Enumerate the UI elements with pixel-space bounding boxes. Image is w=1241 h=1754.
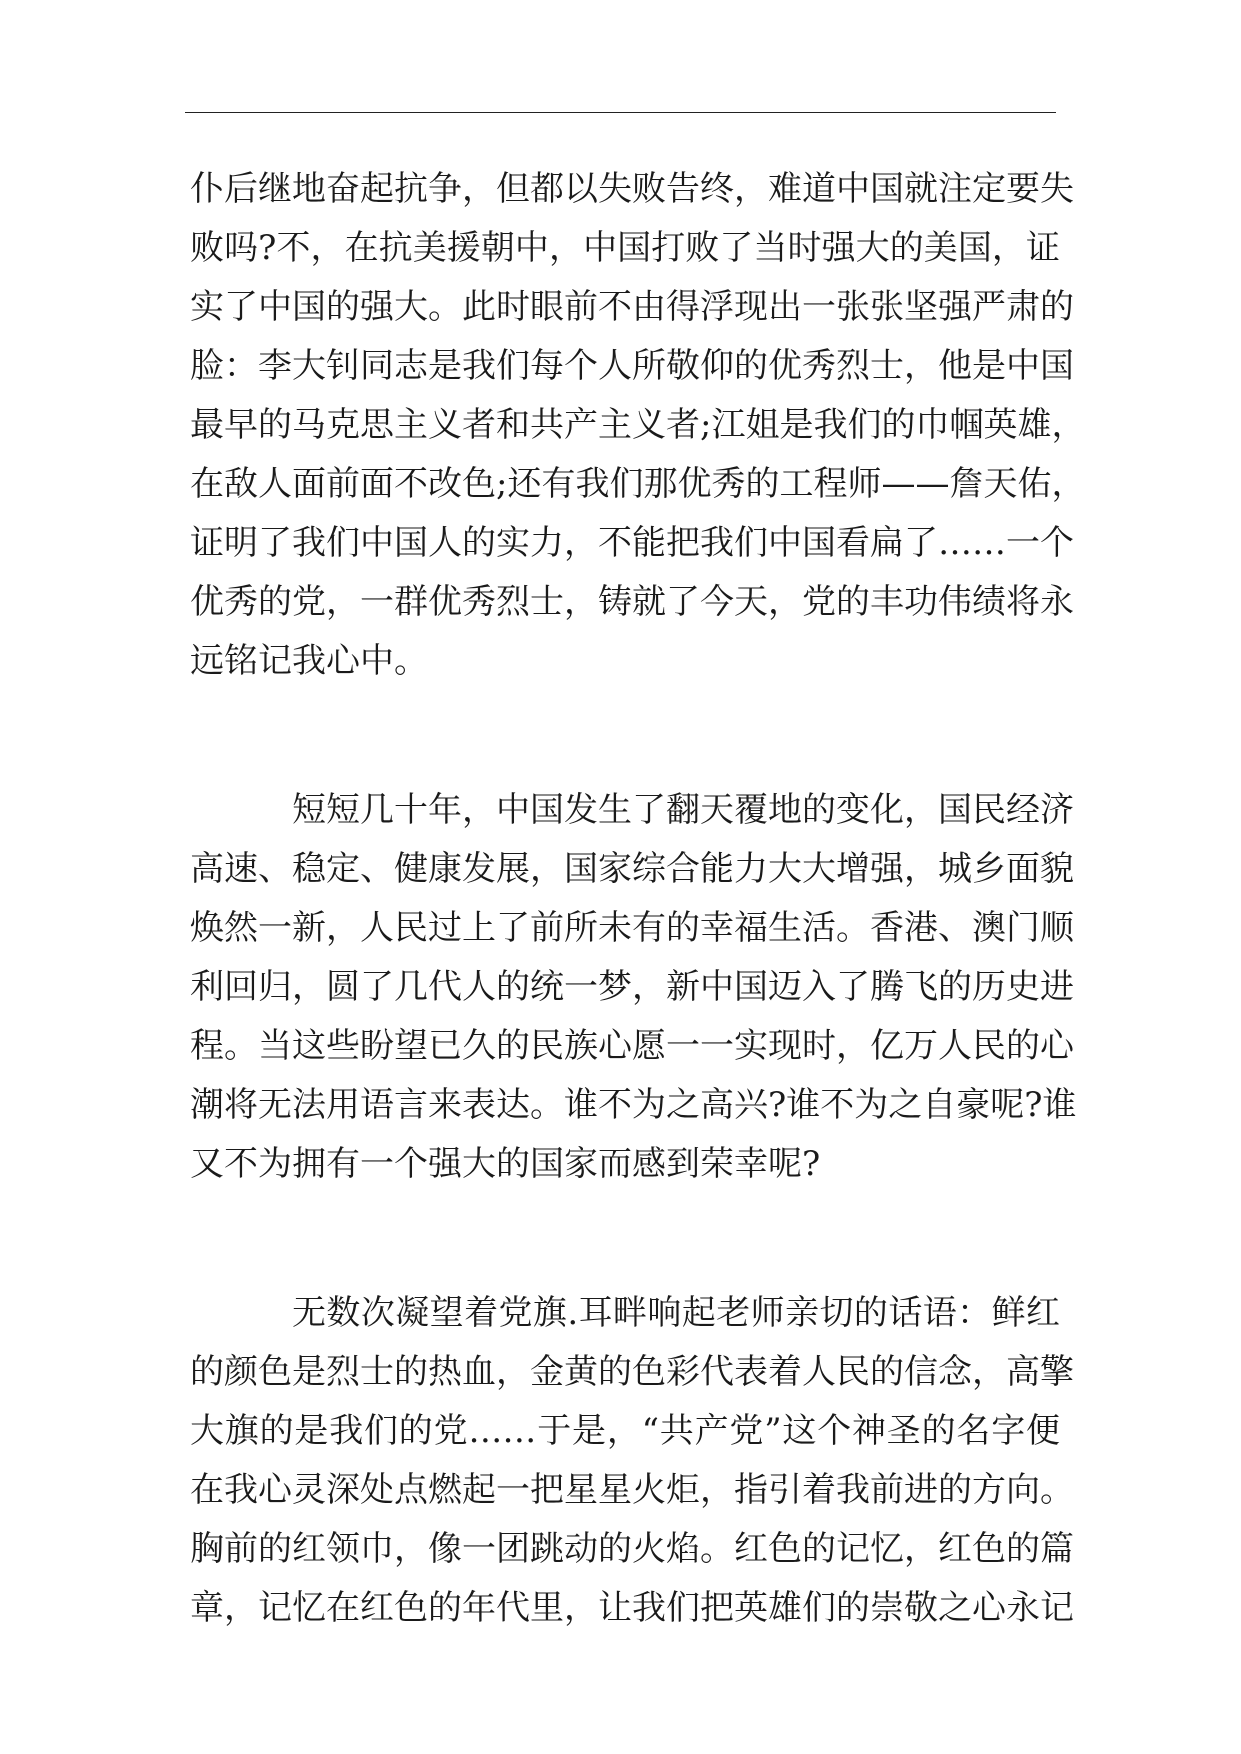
text-line: 的颜色是烈士的热血，金黄的色彩代表着人民的信念，高擎 <box>190 1352 1074 1392</box>
text-line: 大旗的是我们的党……于是，“共产党”这个神圣的名字便 <box>190 1411 1060 1451</box>
text-line: 程。当这些盼望已久的民族心愿一一实现时，亿万人民的心 <box>190 1026 1074 1066</box>
text-line: 高速、稳定、健康发展，国家综合能力大大增强，城乡面貌 <box>190 849 1074 889</box>
text-line: 仆后继地奋起抗争，但都以失败告终，难道中国就注定要失 <box>190 169 1074 209</box>
text-line: 在我心灵深处点燃起一把星星火炬，指引着我前进的方向。 <box>190 1470 1074 1510</box>
text-line: 实了中国的强大。此时眼前不由得浮现出一张张坚强严肃的 <box>190 287 1074 327</box>
document-body <box>190 160 1086 1638</box>
text-line: 焕然一新，人民过上了前所未有的幸福生活。香港、澳门顺 <box>190 908 1074 948</box>
text-line: 短短几十年，中国发生了翻天覆地的变化，国民经济 <box>292 790 1074 830</box>
paragraph-1 <box>190 160 1086 691</box>
text-line: 证明了我们中国人的实力，不能把我们中国看扁了……一个 <box>190 523 1074 563</box>
text-line: 在敌人面前面不改色;还有我们那优秀的工程师——詹天佑， <box>190 464 1086 504</box>
text-line: 败吗?不，在抗美援朝中，中国打败了当时强大的美国，证 <box>190 228 1060 268</box>
text-line: 利回归，圆了几代人的统一梦，新中国迈入了腾飞的历史进 <box>190 967 1074 1007</box>
text-line: 无数次凝望着党旗.耳畔响起老师亲切的话语：鲜红 <box>292 1293 1060 1333</box>
text-line: 优秀的党，一群优秀烈士，铸就了今天，党的丰功伟绩将永 <box>190 582 1074 622</box>
text-line: 最早的马克思主义者和共产主义者;江姐是我们的巾帼英雄， <box>190 405 1086 445</box>
text-line: 远铭记我心中。 <box>190 641 428 681</box>
text-line: 胸前的红领巾，像一团跳动的火焰。红色的记忆，红色的篇 <box>190 1529 1074 1569</box>
paragraph-gap <box>190 1194 1060 1284</box>
paragraph-2 <box>190 781 1077 1194</box>
header-rule <box>185 112 1056 113</box>
paragraph-3 <box>190 1284 1074 1638</box>
text-line: 脸：李大钊同志是我们每个人所敬仰的优秀烈士，他是中国 <box>190 346 1074 386</box>
text-line: 又不为拥有一个强大的国家而感到荣幸呢? <box>190 1144 821 1184</box>
text-line: 章，记忆在红色的年代里，让我们把英雄们的崇敬之心永记 <box>190 1588 1074 1628</box>
paragraph-gap <box>190 691 1060 781</box>
text-line: 潮将无法用语言来表达。谁不为之高兴?谁不为之自豪呢?谁 <box>190 1085 1077 1125</box>
